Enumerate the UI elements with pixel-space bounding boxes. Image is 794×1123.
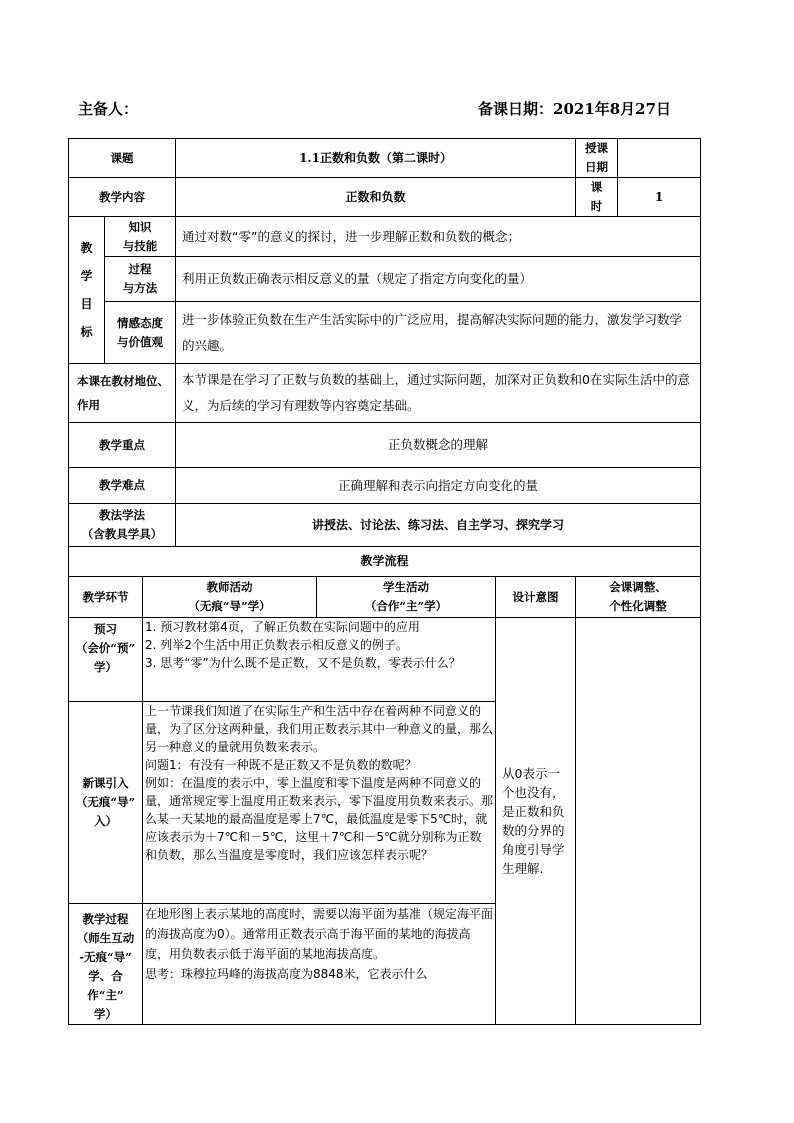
- flow-title: 教学流程: [69, 547, 701, 577]
- adjust-cell: [576, 618, 701, 1025]
- goal-text-attitude: 进一步体验正负数在生产生活实际中的广泛应用，提高解决实际问题的能力，激发学习数学的兴趣。: [176, 302, 701, 364]
- periods-value: 1: [618, 178, 701, 217]
- flow-header-design: 设计意图: [496, 577, 576, 618]
- methods-text: 讲授法、讨论法、练习法、自主学习、探究学习: [176, 504, 701, 547]
- goals-label: 教 学 目 标: [69, 217, 105, 364]
- difficulty-text: 正确理解和表示向指定方向变化的量: [176, 468, 701, 504]
- flow-text-intro: 上一节课我们知道了在实际生产和生活中存在着两种不同意义的量，为了区分这两种量，我们用正数表示其中一种意义的量，那么另一种意义的量就用负数来表示。 问题1：有没有一种既不是正数又不是负数的数呢？ 例如：在温度的表示中，零上温度和零下温度是两种不同意义的量，通常规定零上温度用正数来表示，零下温度用负数来表示。那么某一天某地的最高温度是零上7℃，最低温度是零下5℃时，就应该表示为＋7℃和－5℃，这里＋7℃和－5℃就分别称为正数和负数，那么当温度是零度时，我们应该怎样表示呢？: [143, 702, 496, 904]
- teach-date-label: 授课日期: [576, 139, 618, 178]
- preparer-label: 主备人：: [78, 100, 139, 118]
- content-label: 教学内容: [69, 178, 176, 217]
- position-label: 本课在教材地位、作用: [69, 364, 176, 423]
- flow-text-process: 在地形图上表示某地的高度时，需要以海平面为基准（规定海平面的海拔高度为0）。通常用正数表示高于海平面的某地的海拔高度，用负数表示低于海平面的某地海拔高度。 思考：珠穆拉玛峰的海拔高度为8848米，它表示什么: [143, 904, 496, 1025]
- key-point-label: 教学重点: [69, 423, 176, 468]
- lesson-plan-table: [68, 138, 701, 1025]
- content-value: 正数和负数: [176, 178, 576, 217]
- difficulty-label: 教学难点: [69, 468, 176, 504]
- key-point-text: 正负数概念的理解: [176, 423, 701, 468]
- goal-text-process: 利用正负数正确表示相反意义的量（规定了指定方向变化的量）: [176, 257, 701, 302]
- topic-label: 课题: [69, 139, 176, 178]
- flow-header-step: 教学环节: [69, 577, 143, 618]
- goal-label-process: 过程 与方法: [105, 257, 176, 302]
- goal-text-knowledge: 通过对数“零”的意义的探讨，进一步理解正数和负数的概念；: [176, 217, 701, 257]
- flow-header-adjust: 会课调整、 个性化调整: [576, 577, 701, 618]
- design-intent-text: 从0表示一个也没有，是正数和负数的分界的角度引导学生理解.: [496, 618, 576, 1025]
- flow-step-intro: 新课引入 （无痕“导” 入）: [69, 702, 143, 904]
- goal-label-attitude: 情感态度 与价值观: [105, 302, 176, 364]
- flow-header-student: 学生活动 （合作“主”学）: [317, 577, 496, 618]
- teach-date-value: [618, 139, 701, 178]
- position-text: 本节课是在学习了正数与负数的基础上，通过实际问题，加深对正负数和0在实际生活中的意义，为后续的学习有理数等内容奠定基础。: [176, 364, 701, 423]
- flow-text-preview: 1. 预习教材第4页，了解正负数在实际问题中的应用 2. 列举2个生活中用正负数表示相反意义的例子。 3. 思考“零”为什么既不是正数，又不是负数，零表示什么？: [143, 618, 496, 702]
- flow-header-teacher: 教师活动 （无痕“导”学）: [143, 577, 317, 618]
- periods-label: 课 时: [576, 178, 618, 217]
- flow-step-preview: 预习 （会价“预” 学）: [69, 618, 143, 702]
- methods-label: 教法学法 （含教具学具）: [69, 504, 176, 547]
- flow-step-process: 教学过程 （师生互动 -无痕“导” 学、合作“主” 学）: [69, 904, 143, 1025]
- lesson-date-label: 备课日期：2021年8月27日: [478, 100, 672, 118]
- goal-label-knowledge: 知识 与技能: [105, 217, 176, 257]
- topic-value: 1.1正数和负数（第二课时）: [176, 139, 576, 178]
